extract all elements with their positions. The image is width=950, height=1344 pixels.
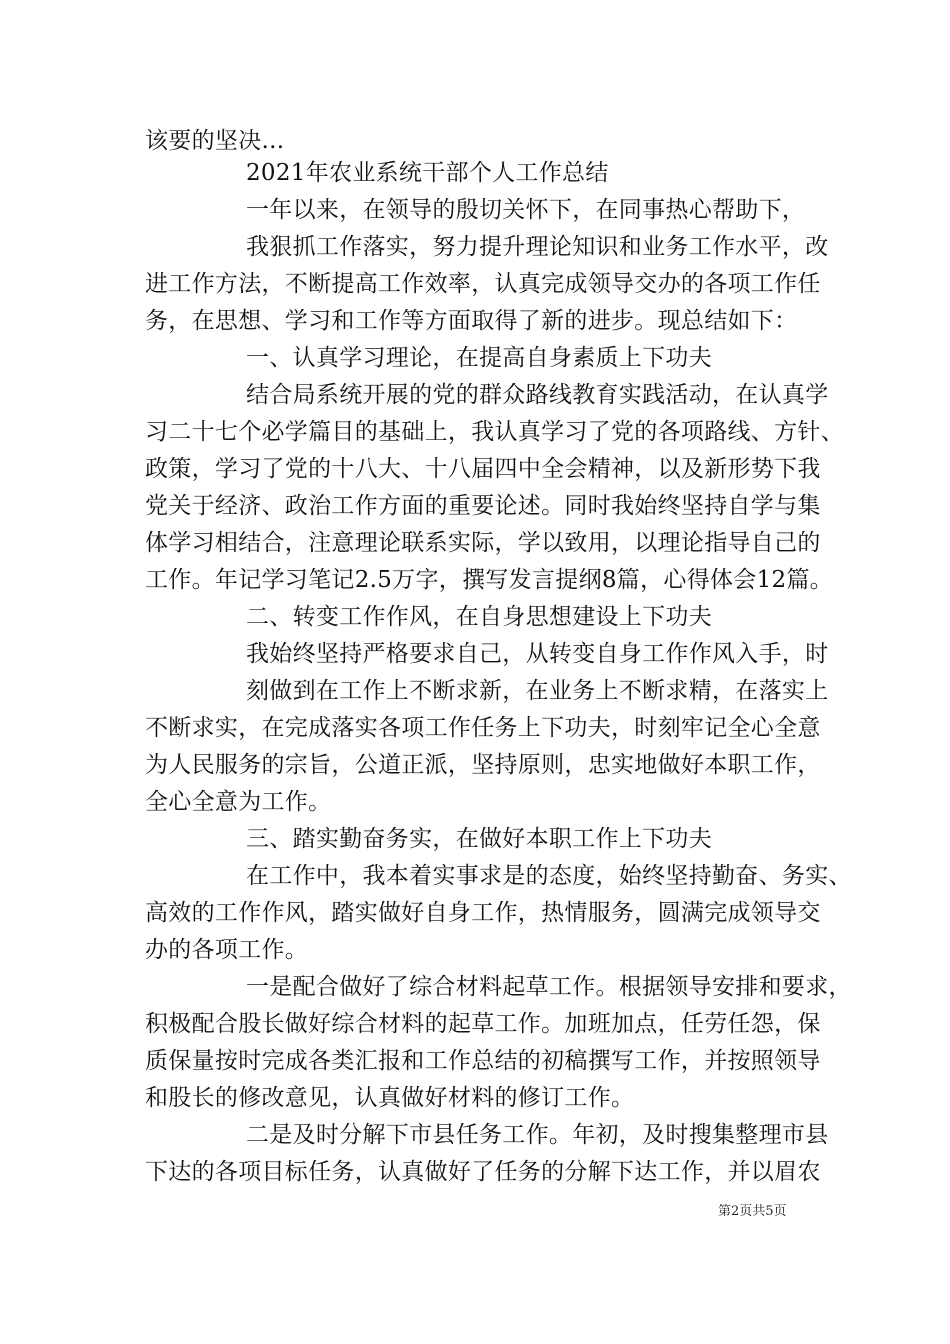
body-line: 政策，学习了党的十八大、十八届四中全会精神，以及新形势下我: [145, 456, 821, 482]
body-line: 刻做到在工作上不断求新，在业务上不断求精，在落实上: [246, 678, 829, 704]
body-line: 为人民服务的宗旨，公道正派，坚持原则，忠实地做好本职工作，: [145, 752, 821, 778]
body-line: 质保量按时完成各类汇报和工作总结的初稿撰写工作，并按照领导: [145, 1048, 821, 1074]
section-heading: 三、踏实勤奋务实，在做好本职工作上下功夫: [246, 826, 712, 852]
body-line: 一是配合做好了综合材料起草工作。根据领导安排和要求，: [246, 974, 852, 1000]
body-line: 高效的工作作风，踏实做好自身工作，热情服务，圆满完成领导交: [145, 900, 821, 926]
body-line: 习二十七个必学篇目的基础上，我认真学习了党的各项路线、方针、: [145, 419, 844, 445]
body-line: 党关于经济、政治工作方面的重要论述。同时我始终坚持自学与集: [145, 493, 821, 519]
body-line: 工作。年记学习笔记2.5万字，撰写发言提纲8篇，心得体会12篇。: [145, 567, 834, 593]
body-line: 和股长的修改意见，认真做好材料的修订工作。: [145, 1085, 635, 1111]
body-line: 务，在思想、学习和工作等方面取得了新的进步。现总结如下：: [145, 308, 798, 334]
section-heading: 二、转变工作作风，在自身思想建设上下功夫: [246, 604, 712, 630]
body-line: 我始终坚持严格要求自己，从转变自身工作作风入手，时: [246, 641, 829, 667]
body-line: 办的各项工作。: [145, 937, 309, 963]
body-line: 二是及时分解下市县任务工作。年初，及时搜集整理市县: [246, 1122, 829, 1148]
body-line: 全心全意为工作。: [145, 789, 332, 815]
body-line: 一年以来，在领导的殷切关怀下，在同事热心帮助下，: [246, 197, 806, 223]
body-line: 下达的各项目标任务，认真做好了任务的分解下达工作，并以眉农: [145, 1159, 821, 1185]
page-number: 第2页共5页: [718, 1204, 787, 1219]
body-line: 不断求实，在完成落实各项工作任务上下功夫，时刻牢记全心全意: [145, 715, 821, 741]
body-line: 我狠抓工作落实，努力提升理论知识和业务工作水平，改: [246, 234, 829, 260]
body-line: 该要的坚决...: [145, 128, 285, 154]
body-line: 体学习相结合，注意理论联系实际，学以致用，以理论指导自己的: [145, 530, 821, 556]
body-line: 积极配合股长做好综合材料的起草工作。加班加点，任劳任怨，保: [145, 1011, 821, 1037]
section-heading: 一、认真学习理论，在提高自身素质上下功夫: [246, 345, 712, 371]
body-line: 在工作中，我本着实事求是的态度，始终坚持勤奋、务实、: [246, 863, 852, 889]
body-line: 结合局系统开展的党的群众路线教育实践活动，在认真学: [246, 382, 829, 408]
body-line: 进工作方法，不断提高工作效率，认真完成领导交办的各项工作任: [145, 271, 821, 297]
document-title: 2021年农业系统干部个人工作总结: [246, 160, 609, 186]
